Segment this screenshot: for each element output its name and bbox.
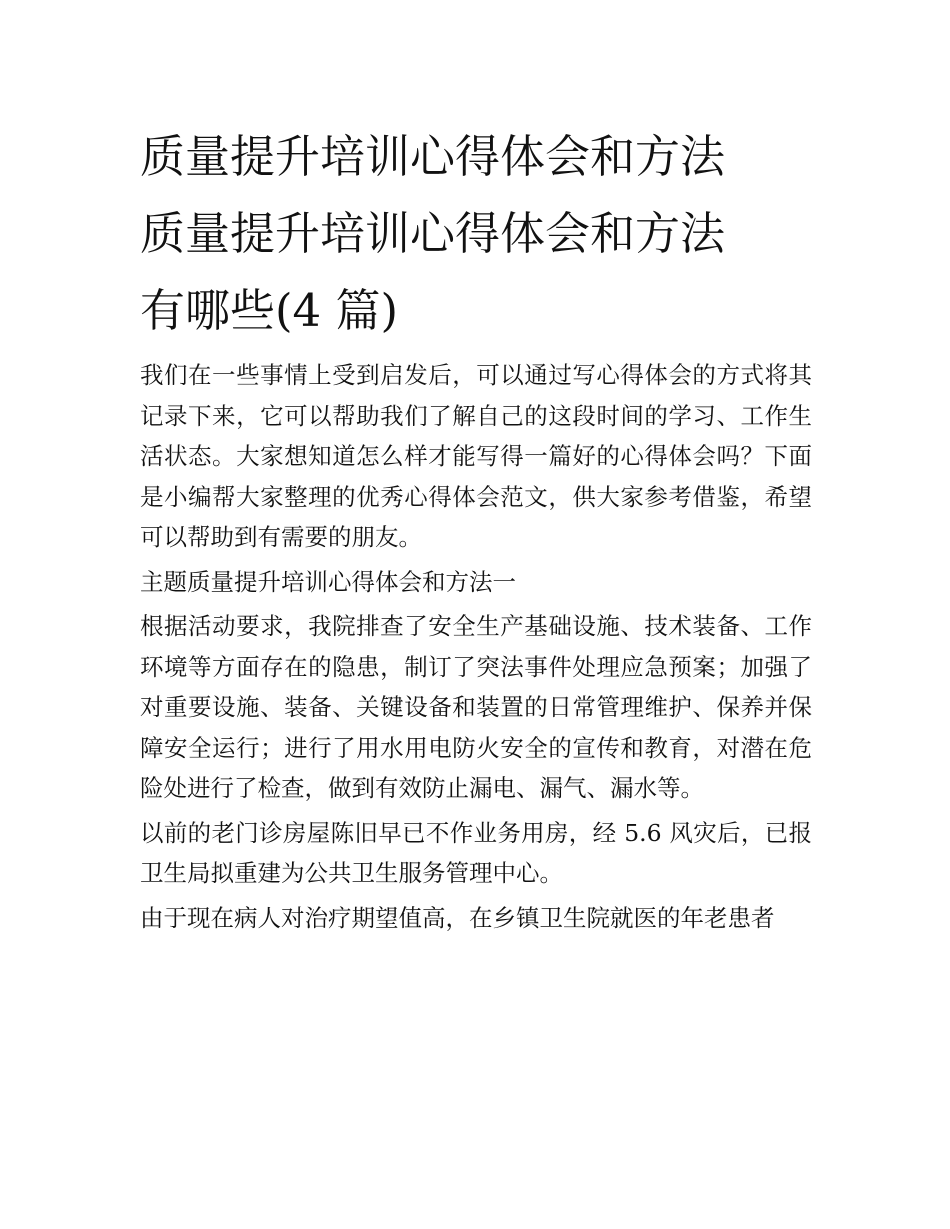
title-line-1: 质量提升培训心得体会和方法: [140, 130, 726, 183]
body-paragraph-patients: 由于现在病人对治疗期望值高，在乡镇卫生院就医的年老患者: [140, 903, 775, 932]
title-line-2: 质量提升培训心得体会和方法: [140, 207, 726, 260]
document-page: [140, 118, 812, 942]
intro-paragraph: 我们在一些事情上受到启发后，可以通过写心得体会的方式将其记录下来，它可以帮助我们了解自己的这段时间的学习、工作生活状态。大家想知道怎么样才能写得一篇好的心得体会吗？下面是小编帮大家整理的优秀心得体会范文，供大家参考借鉴，希望可以帮助到有需要的朋友。: [140, 361, 812, 551]
section-heading: 主题质量提升培训心得体会和方法一: [140, 567, 516, 596]
title-line-3: 有哪些(4 篇): [140, 284, 399, 337]
document-title: [140, 118, 812, 349]
body-paragraph-safety: 根据活动要求，我院排查了安全生产基础设施、技术装备、工作环境等方面存在的隐患，制订了突法事件处理应急预案；加强了对重要设施、装备、关键设备和装置的日常管理维护、保养并保障安全运行；进行了用水用电防火安全的宣传和教育，对潜在危险处进行了检查，做到有效防止漏电、漏气、漏水等。: [140, 612, 812, 802]
body-paragraph-clinic: 以前的老门诊房屋陈旧早已不作业务用房，经 5.6 风灾后，已报卫生局拟重建为公共卫生服务管理中心。: [140, 818, 812, 887]
